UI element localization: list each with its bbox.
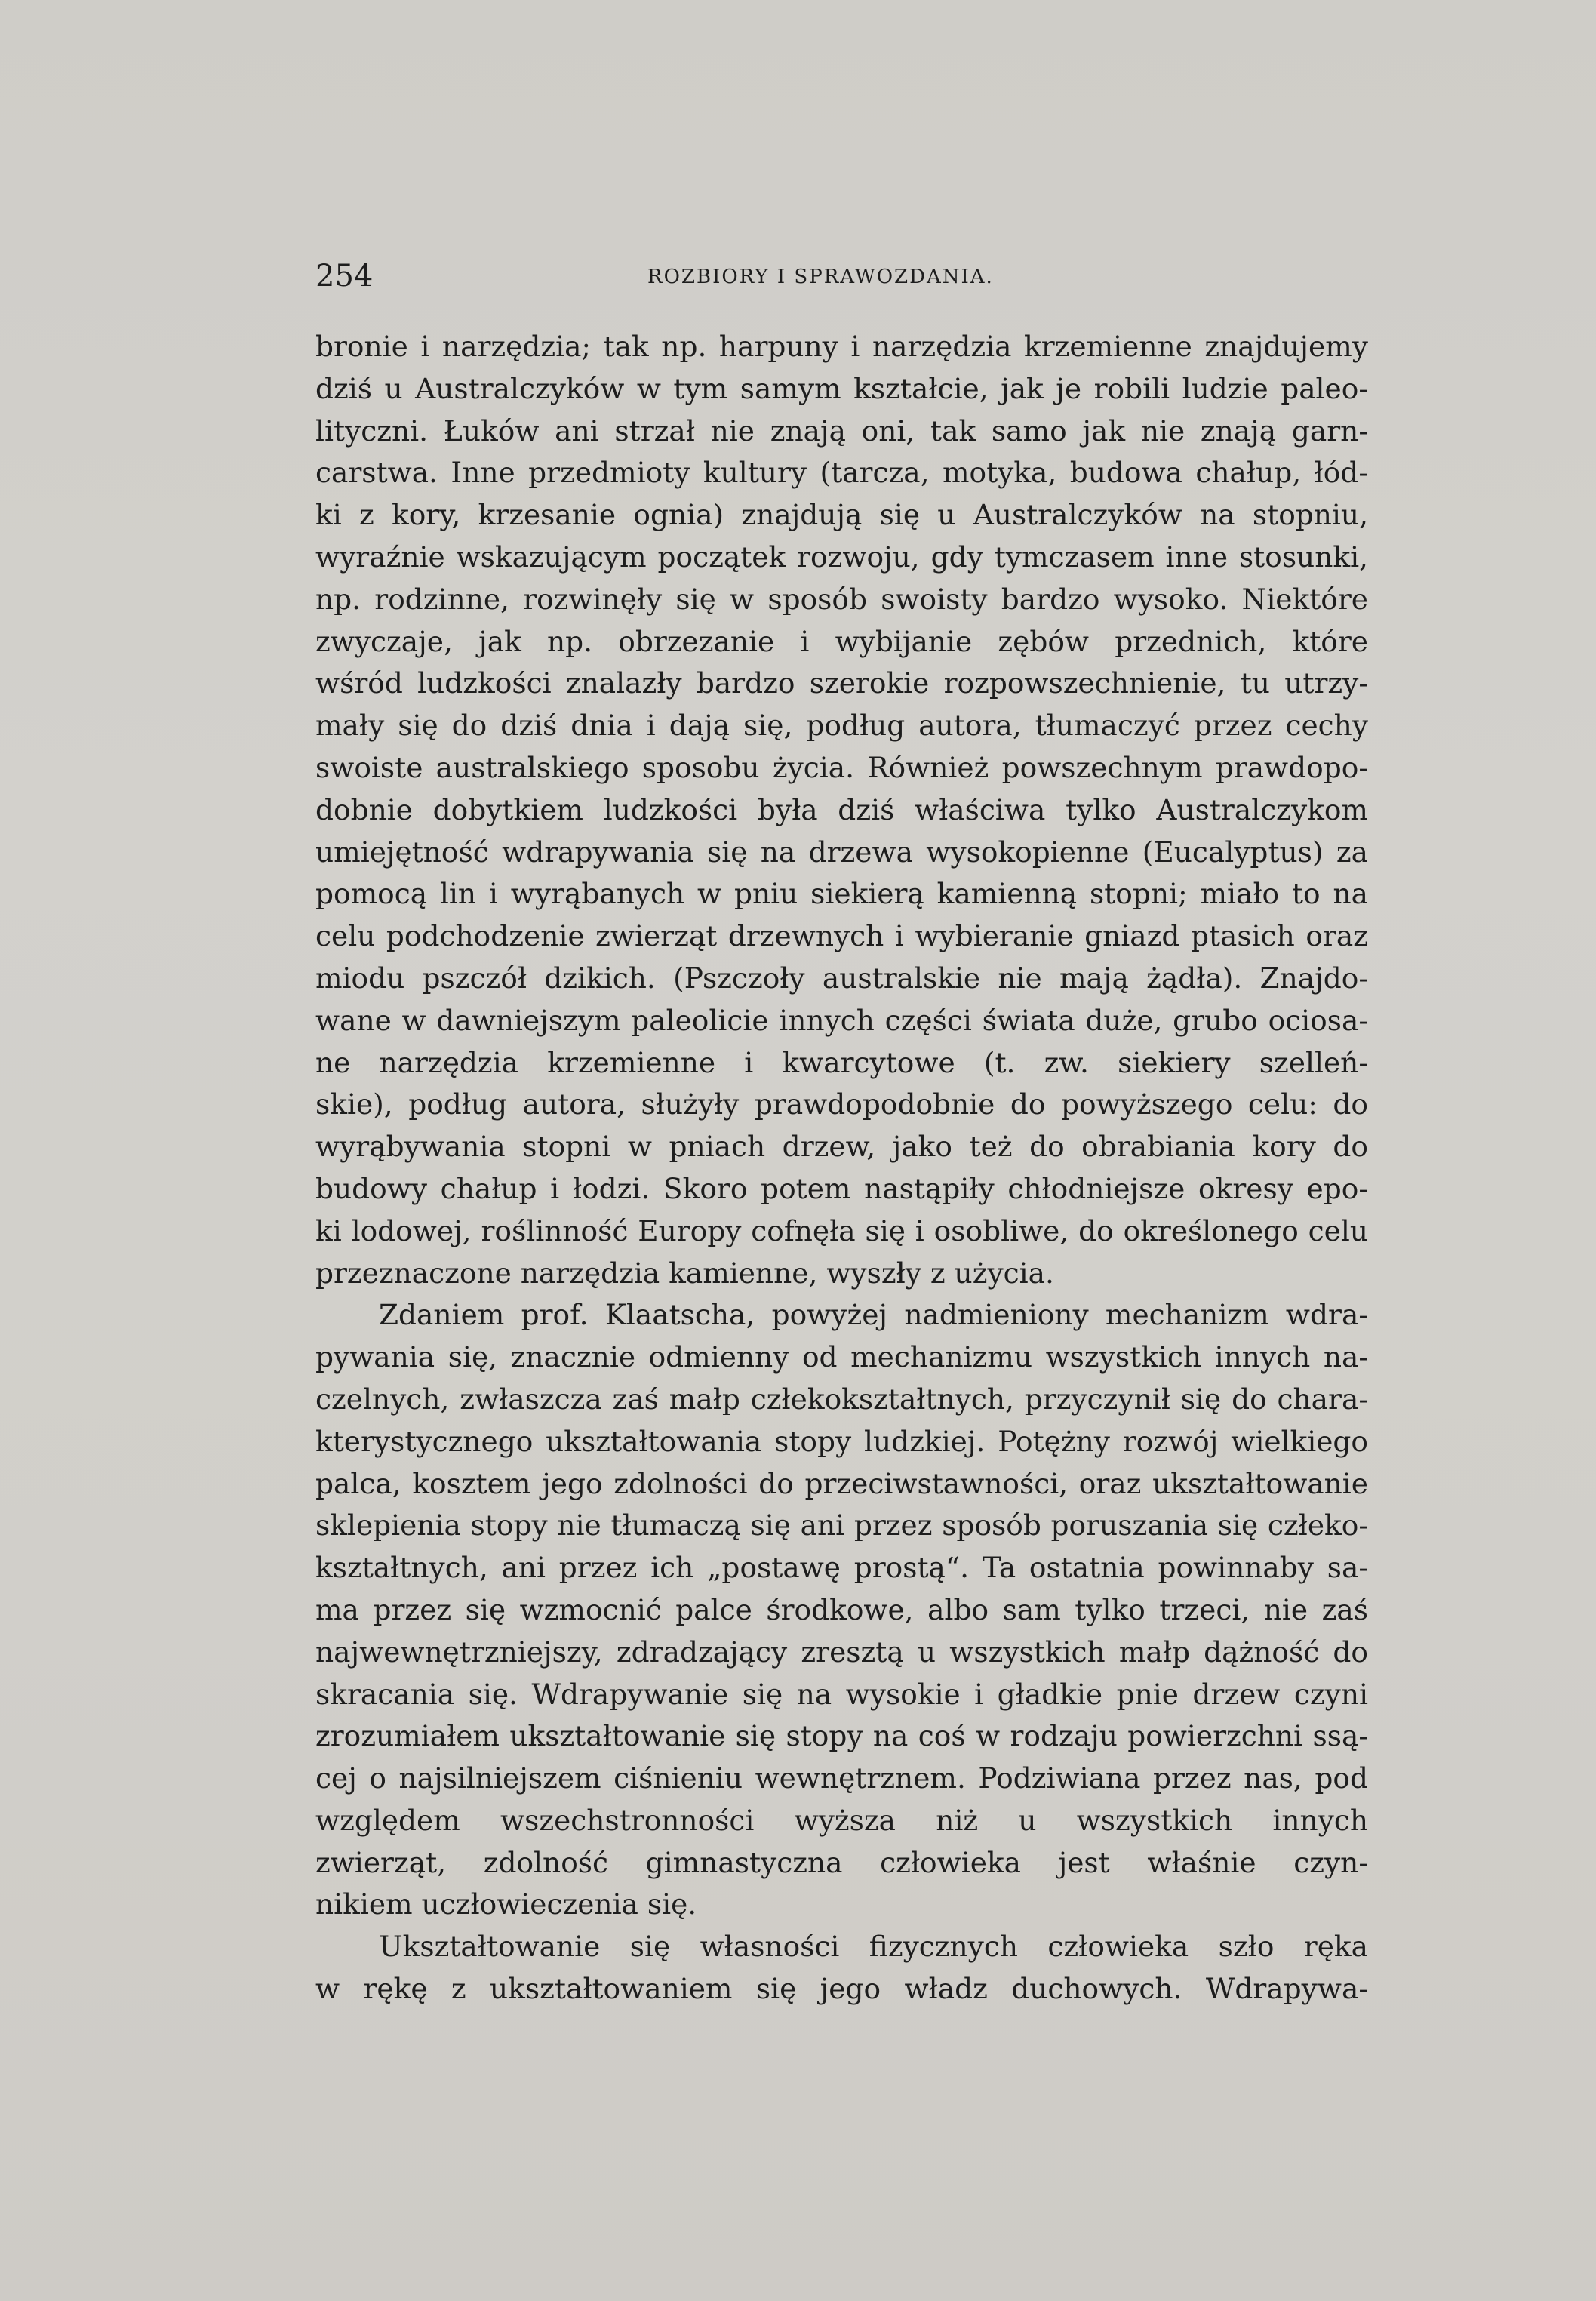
text-line: wyrąbywania stopni w pniach drzew, jako też do obrabiania kory do bbox=[315, 1130, 1368, 1164]
text-line: skracania się. Wdrapywanie się na wysokie i gładkie pnie drzew czyni bbox=[315, 1677, 1368, 1711]
text-line: czelnych, zwłaszcza zaś małp człekokształtnych, przyczynił się do chara- bbox=[315, 1382, 1368, 1416]
text-line: carstwa. Inne przedmioty kultury (tarcza, motyka, budowa chałup, łód- bbox=[315, 456, 1368, 490]
text-line: zrozumiałem ukształtowanie się stopy na coś w rodzaju powierzchni ssą- bbox=[315, 1719, 1368, 1753]
text-line: przeznaczone narzędzia kamienne, wyszły z użycia. bbox=[315, 1256, 1054, 1290]
text-line: ki lodowej, roślinność Europy cofnęła się i osobliwe, do określonego celu bbox=[315, 1214, 1368, 1247]
text-line: mały się do dziś dnia i dają się, podług autora, tłumaczyć przez cechy bbox=[315, 709, 1368, 743]
text-line: celu podchodzenie zwierząt drzewnych i wybieranie gniazd ptasich oraz bbox=[315, 919, 1368, 953]
text-line: pywania się, znacznie odmienny od mechanizmu wszystkich innych na- bbox=[315, 1340, 1368, 1374]
text-line: dziś u Australczyków w tym samym kształcie, jak je robili ludzie paleo- bbox=[315, 371, 1368, 405]
text-line: umiejętność wdrapywania się na drzewa wysokopienne (Eucalyptus) za bbox=[315, 835, 1368, 869]
text-line: miodu pszczół dzikich. (Pszczoły australskie nie mają żądła). Znajdo- bbox=[315, 961, 1368, 995]
text-line: kształtnych, ani przez ich „postawę prostą“. Ta ostatnia powinnaby sa- bbox=[315, 1551, 1368, 1585]
running-head: ROZBIORY I SPRAWOZDANIA. bbox=[647, 266, 994, 288]
page-number: 254 bbox=[315, 259, 374, 294]
text-line: względem wszechstronności wyższa niż u wszystkich innych bbox=[315, 1803, 1368, 1837]
text-line: Zdaniem prof. Klaatscha, powyżej nadmieniony mechanizm wdra- bbox=[379, 1298, 1368, 1332]
text-line: sklepienia stopy nie tłumaczą się ani przez sposób poruszania się człeko- bbox=[315, 1509, 1368, 1543]
text-line: zwyczaje, jak np. obrzezanie i wybijanie zębów przednich, które bbox=[315, 624, 1368, 658]
text-line: ne narzędzia krzemienne i kwarcytowe (t. zw. siekiery szelleń- bbox=[315, 1045, 1368, 1079]
text-line: palca, kosztem jego zdolności do przeciwstawności, oraz ukształtowanie bbox=[315, 1466, 1368, 1500]
text-line: cej o najsilniejszem ciśnieniu wewnętrznem. Podziwiana przez nas, pod bbox=[315, 1761, 1368, 1795]
text-line: lityczni. Łuków ani strzał nie znają oni, tak samo jak nie znają garn- bbox=[315, 414, 1368, 448]
text-line: najwewnętrzniejszy, zdradzający zresztą u wszystkich małp dążność do bbox=[315, 1635, 1368, 1669]
text-line: wśród ludzkości znalazły bardzo szerokie rozpowszechnienie, tu utrzy- bbox=[315, 666, 1368, 700]
text-line: nikiem uczłowieczenia się. bbox=[315, 1887, 697, 1921]
text-line: w rękę z ukształtowaniem się jego władz duchowych. Wdrapywa- bbox=[315, 1972, 1368, 2006]
text-line: swoiste australskiego sposobu życia. Również powszechnym prawdopo- bbox=[315, 750, 1368, 784]
text-line: kterystycznego ukształtowania stopy ludzkiej. Potężny rozwój wielkiego bbox=[315, 1424, 1368, 1458]
text-line: wane w dawniejszym paleolicie innych części świata duże, grubo ociosa- bbox=[315, 1003, 1368, 1037]
text-line: ki z kory, krzesanie ognia) znajdują się u Australczyków na stopniu, bbox=[315, 498, 1368, 532]
text-line: wyraźnie wskazującym początek rozwoju, gdy tymczasem inne stosunki, bbox=[315, 540, 1368, 574]
text-line: zwierząt, zdolność gimnastyczna człowieka jest właśnie czyn- bbox=[315, 1845, 1368, 1879]
text-line: np. rodzinne, rozwinęły się w sposób swoisty bardzo wysoko. Niektóre bbox=[315, 582, 1368, 616]
text-line: pomocą lin i wyrąbanych w pniu siekierą kamienną stopni; miało to na bbox=[315, 877, 1368, 911]
text-line: bronie i narzędzia; tak np. harpuny i narzędzia krzemienne znajdujemy bbox=[315, 330, 1368, 363]
text-line: budowy chałup i łodzi. Skoro potem nastąpiły chłodniejsze okresy epo- bbox=[315, 1171, 1368, 1205]
text-line: dobnie dobytkiem ludzkości była dziś właściwa tylko Australczykom bbox=[315, 792, 1368, 826]
body-text bbox=[315, 326, 1368, 2010]
text-line: ma przez się wzmocnić palce środkowe, albo sam tylko trzeci, nie zaś bbox=[315, 1592, 1368, 1626]
page-header bbox=[315, 254, 1372, 299]
text-line: Ukształtowanie się własności fizycznych człowieka szło ręka bbox=[379, 1930, 1368, 1964]
text-line: skie), podług autora, służyły prawdopodobnie do powyższego celu: do bbox=[315, 1087, 1368, 1121]
